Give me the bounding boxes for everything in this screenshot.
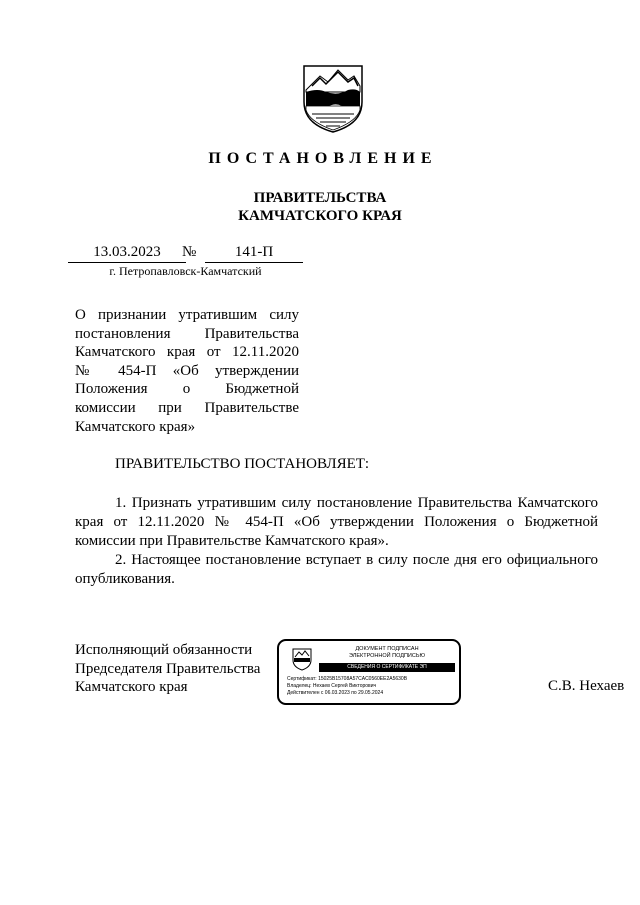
stamp-certificate-bar: СВЕДЕНИЯ О СЕРТИФИКАТЕ ЭП <box>319 663 455 672</box>
body-line: 2. Настоящее постановление вступает в силу после дня его официального <box>115 552 598 568</box>
subject-line: Камчатского края» <box>75 418 196 435</box>
subject-line: Положения о Бюджетной <box>75 381 299 398</box>
body-line: края от 12.11.2020 № 454-П «Об утверждении Положения о Бюджетной <box>75 514 598 530</box>
stamp-details <box>287 676 457 697</box>
stamp-validity: Действителен с 06.03.2023 по 29.05.2024 <box>287 690 384 696</box>
body-line: комиссии при Правительстве Камчатского края». <box>75 533 389 549</box>
subject-line: № 454-П «Об утверждении <box>75 362 299 379</box>
document-place: г. Петропавловск-Камчатский <box>109 264 262 278</box>
subject-line: Камчатского края от 12.11.2020 <box>75 344 299 361</box>
stamp-header-line: ДОКУМЕНТ ПОДПИСАН <box>355 646 419 652</box>
authority-line-2: КАМЧАТСКОГО КРАЯ <box>238 208 402 224</box>
signatory-name: С.В. Нехаев <box>548 678 625 694</box>
number-underline <box>205 262 303 263</box>
document-date: 13.03.2023 <box>93 244 161 260</box>
document-body <box>75 494 598 589</box>
electronic-signature-stamp <box>277 639 461 705</box>
stamp-header-line: ЭЛЕКТРОННОЙ ПОДПИСЬЮ <box>348 653 426 659</box>
signatory-title-line: Исполняющий обязанности <box>75 642 253 658</box>
subject-line: постановления Правительства <box>75 325 299 342</box>
signatory-title-line: Председателя Правительства <box>75 660 261 677</box>
subject-line: О признании утратившим силу <box>75 307 299 323</box>
subject-line: комиссии при Правительстве <box>75 399 299 416</box>
date-underline <box>68 262 186 263</box>
body-line: 1. Признать утратившим силу постановление Правительства Камчатского <box>115 495 598 511</box>
stamp-certificate: Сертификат: 15025B15708A57CAC0560EE2A5630B <box>287 676 408 682</box>
coat-of-arms-icon <box>298 62 368 134</box>
stamp-emblem-icon <box>291 647 313 671</box>
body-line: опубликования. <box>75 571 175 587</box>
resolution-heading: ПРАВИТЕЛЬСТВО ПОСТАНОВЛЯЕТ: <box>115 456 370 472</box>
document-number: 141-П <box>234 244 274 260</box>
stamp-header <box>319 646 455 660</box>
document-subject <box>75 306 299 436</box>
document-type-title: ПОСТАНОВЛЕНИЕ <box>208 150 438 167</box>
authority-line-1: ПРАВИТЕЛЬСТВА <box>253 190 387 206</box>
signatory-title <box>75 641 275 697</box>
number-sign: № <box>182 244 197 260</box>
stamp-owner: Владелец: Нехаев Сергей Викторович <box>287 683 377 689</box>
signatory-title-line: Камчатского края <box>75 679 188 695</box>
